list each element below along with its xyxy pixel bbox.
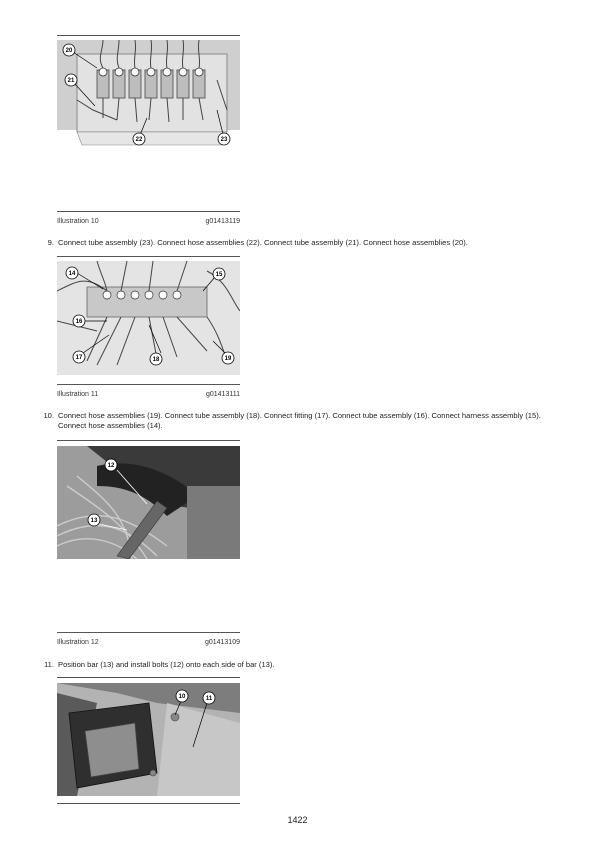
- caption-label: Illustration 10: [57, 218, 99, 225]
- callout-13: 13: [90, 518, 98, 524]
- caption-rule: [57, 632, 240, 633]
- step-11: [38, 660, 558, 672]
- figure-top-rule: [57, 35, 240, 36]
- page-number: 1422: [287, 815, 308, 825]
- step-10: [38, 411, 558, 433]
- callout-21: 21: [67, 78, 75, 84]
- callout-22: 22: [135, 137, 143, 143]
- caption-rule: [57, 803, 240, 804]
- caption-label: Illustration 12: [57, 639, 99, 646]
- figure-top-rule: [57, 440, 240, 441]
- callout-15: 15: [215, 272, 223, 278]
- callout-12: 12: [107, 463, 115, 469]
- caption-ref: g01413111: [206, 391, 240, 398]
- illustration-12-image: [57, 446, 240, 559]
- figure-top-rule: [57, 677, 240, 678]
- illustration-10-image: [57, 40, 240, 152]
- step-number: 11.: [44, 660, 54, 669]
- callout-20: 20: [65, 48, 73, 54]
- illustration-11-image: [57, 261, 240, 375]
- step-number: 10.: [43, 411, 54, 420]
- callout-14: 14: [68, 271, 76, 277]
- caption-ref: g01413119: [205, 218, 240, 225]
- callout-16: 16: [75, 319, 83, 325]
- step-text: Connect tube assembly (23). Connect hose assemblies (22). Connect tube assembly (21). Connect hose assemblies (20).: [58, 238, 468, 247]
- caption-label: Illustration 11: [57, 391, 99, 398]
- callout-11: 11: [205, 696, 213, 702]
- caption-ref: g01413109: [204, 639, 240, 646]
- figure-top-rule: [57, 256, 240, 257]
- callout-23: 23: [220, 137, 228, 143]
- caption-rule: [57, 384, 240, 385]
- callout-10: 10: [178, 694, 186, 700]
- callout-18: 18: [152, 357, 160, 363]
- step-number: 9.: [47, 238, 54, 247]
- callout-17: 17: [75, 355, 83, 361]
- step-9: [38, 238, 558, 250]
- callout-19: 19: [224, 356, 232, 362]
- caption-rule: [57, 211, 240, 212]
- step-text: Position bar (13) and install bolts (12) onto each side of bar (13).: [58, 660, 275, 669]
- illustration-13-image: [57, 683, 240, 796]
- step-text: Connect hose assemblies (19). Connect tube assembly (18). Connect fitting (17). Connect tube assembly (16). Connect harness assembly (15). Connect hose assemblies (14).: [58, 411, 541, 430]
